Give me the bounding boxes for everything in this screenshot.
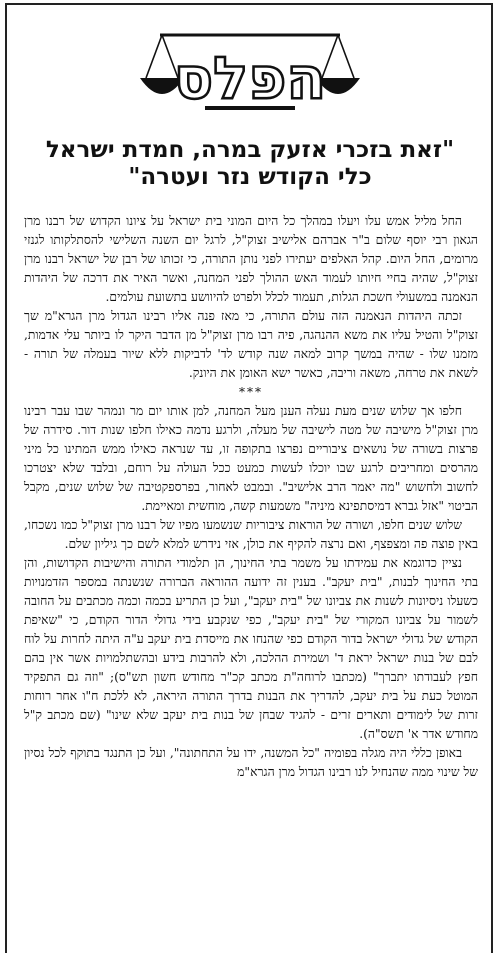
article-body [24, 212, 478, 782]
paragraph-2: זכתה היהדות הנאמנה הזה עולם התורה, כי מאז פנה אליו רבינו הגדול מרן הגרא"מ שך זצוק"ל והטיל עליו את משא ההנהגה, פיה רבו מרן זצוק"ל מן הדבר היקר לו ביותר עלי אדמות, מזמנו שלו - שהיה במשך קרוב למאה שנה קודש לד' לדביקות ללא שיור בעמלה של תורה - לשאת את טרחה, משאה וריבה, כאשר ישא האומן את היונק. [24, 309, 478, 380]
publication-logo [0, 6, 500, 124]
section-separator: *** [239, 385, 263, 399]
headline-line-2: כלי הקודש נזר ועטרה" [128, 164, 372, 190]
headline-line-1: "זאת בזכרי אזעק במרה, חמדת ישראל [45, 137, 455, 163]
paragraph-5: נציין כדוגמא את עמידתו על משמר בתי החינוך, הן תלמודי התורה והישיבות הקדושות, והן בתי החינוך לבנות, "בית יעקב". בענין זה ידועה ההוראה הברורה שנשנתה במספר הזדמנויות כשעלו ניסיונות לשנות את צביונו של "בית יעקב", ועל כן התריע בכמה וכמה מכתבים על החובה לשמור על צביונו המקורי של "בית יעקב", כפי שנקבע בידי גדולי הדור הקודם, כי "שאיפת הקודש של גדולי ישראל בדור הקודם כפי שהנחו את מייסדת בית יעקב ע"ה היתה לחרות על לוח לבם של בנות ישראל יראת ד' ושמירת ההלכה, ולא להרבות בידע ובהשתלמויות אשר אין בהם חפץ לעבודתו יתברך" (מכתבו לרוחה"ת מכתב קכ"ר מחודש חשון תש"ס); "וזה גם התפקיד המוטל כעת על בית יעקב, להדריך את הבנות בדרך התורה היראה, לא ללכת ח"ו אחר רוחות זרות של לימודים ותארים זרים - להגיד שבחן של בנות בית יעקב שלא שינו" (שם מכתב ק"ל מחודש אדר א' תשס"ה). [24, 556, 478, 741]
paragraph-1: החל מליל אמש עלו ויעלו במהלך כל היום המוני בית ישראל על ציונו הקדוש של רבנו מרן הגאון רבי יוסף שלום ב"ר אברהם אלישיב זצוק"ל, לרגל יום השנה השלישי להסתלקותו לגנזי מרומים, החל היום. קהל האלפים יעתירו לפני נותן התורה, כי זכותו של רבן של ישראל רבנו מרן זצוק"ל, שהיה בחיי חיותו לעמוד האש ההולך לפני המחנה, ואשר האיר את דרכה של היהדות הנאמנה במשעולי חשכת הגלות, תעמוד לכלל ולפרט להיוושע בתשועת עולמים. [24, 214, 478, 304]
scales-of-justice-icon [0, 6, 500, 124]
article-headline [14, 137, 486, 191]
paragraph-6: באופן כללי היה מגלה בפומיה "כל המשנה, ידו על התחתונה", ועל כן התנגד בתוקף לכל נסיון של שינוי ממה שהנחיל לנו רבינו הגדול מרן הגרא"מ [24, 746, 478, 779]
paragraph-3: חלפו אך שלוש שנים מעת נעלה הענן מעל המחנה, למן אותו יום מר ונמהר שבו עבר רבינו מרן זצוק"ל מישיבה של מטה לישיבה של מעלה, ולרגע נדמה כאילו חלפו שנות דור. סידרה של פרצות בשורה של נושאים ציבוריים נפרצו בתקופה זו, עד שנראה כאילו ממש המתינו כל מיני מהרסים ומחריבים לרגע שבו יוכלו לעשות כמעט ככל העולה על רוחם, ובלבד שלא יצטרכו לחשוב ולחשוש "מה יאמר הרב אלישיב". ובמבט לאחור, בפרספקטיבה של שלוש שנים, מקבל הביטוי "אזל גברא דמיסתפינא מיניה" משמעות קשה, מוחשית ומאיימת. [24, 404, 478, 513]
paragraph-4: שלוש שנים חלפו, ושורה של הוראות ציבוריות שנשמעו מפיו של רבנו מרן זצוק"ל כמו נשכחו, באין פוצה פה ומצפצף, ואם נרצה להקיף את כולן, אזי נידרש למלא לשם כך גיליון שלם. [24, 518, 478, 551]
logo-title: הפלס [173, 44, 327, 112]
